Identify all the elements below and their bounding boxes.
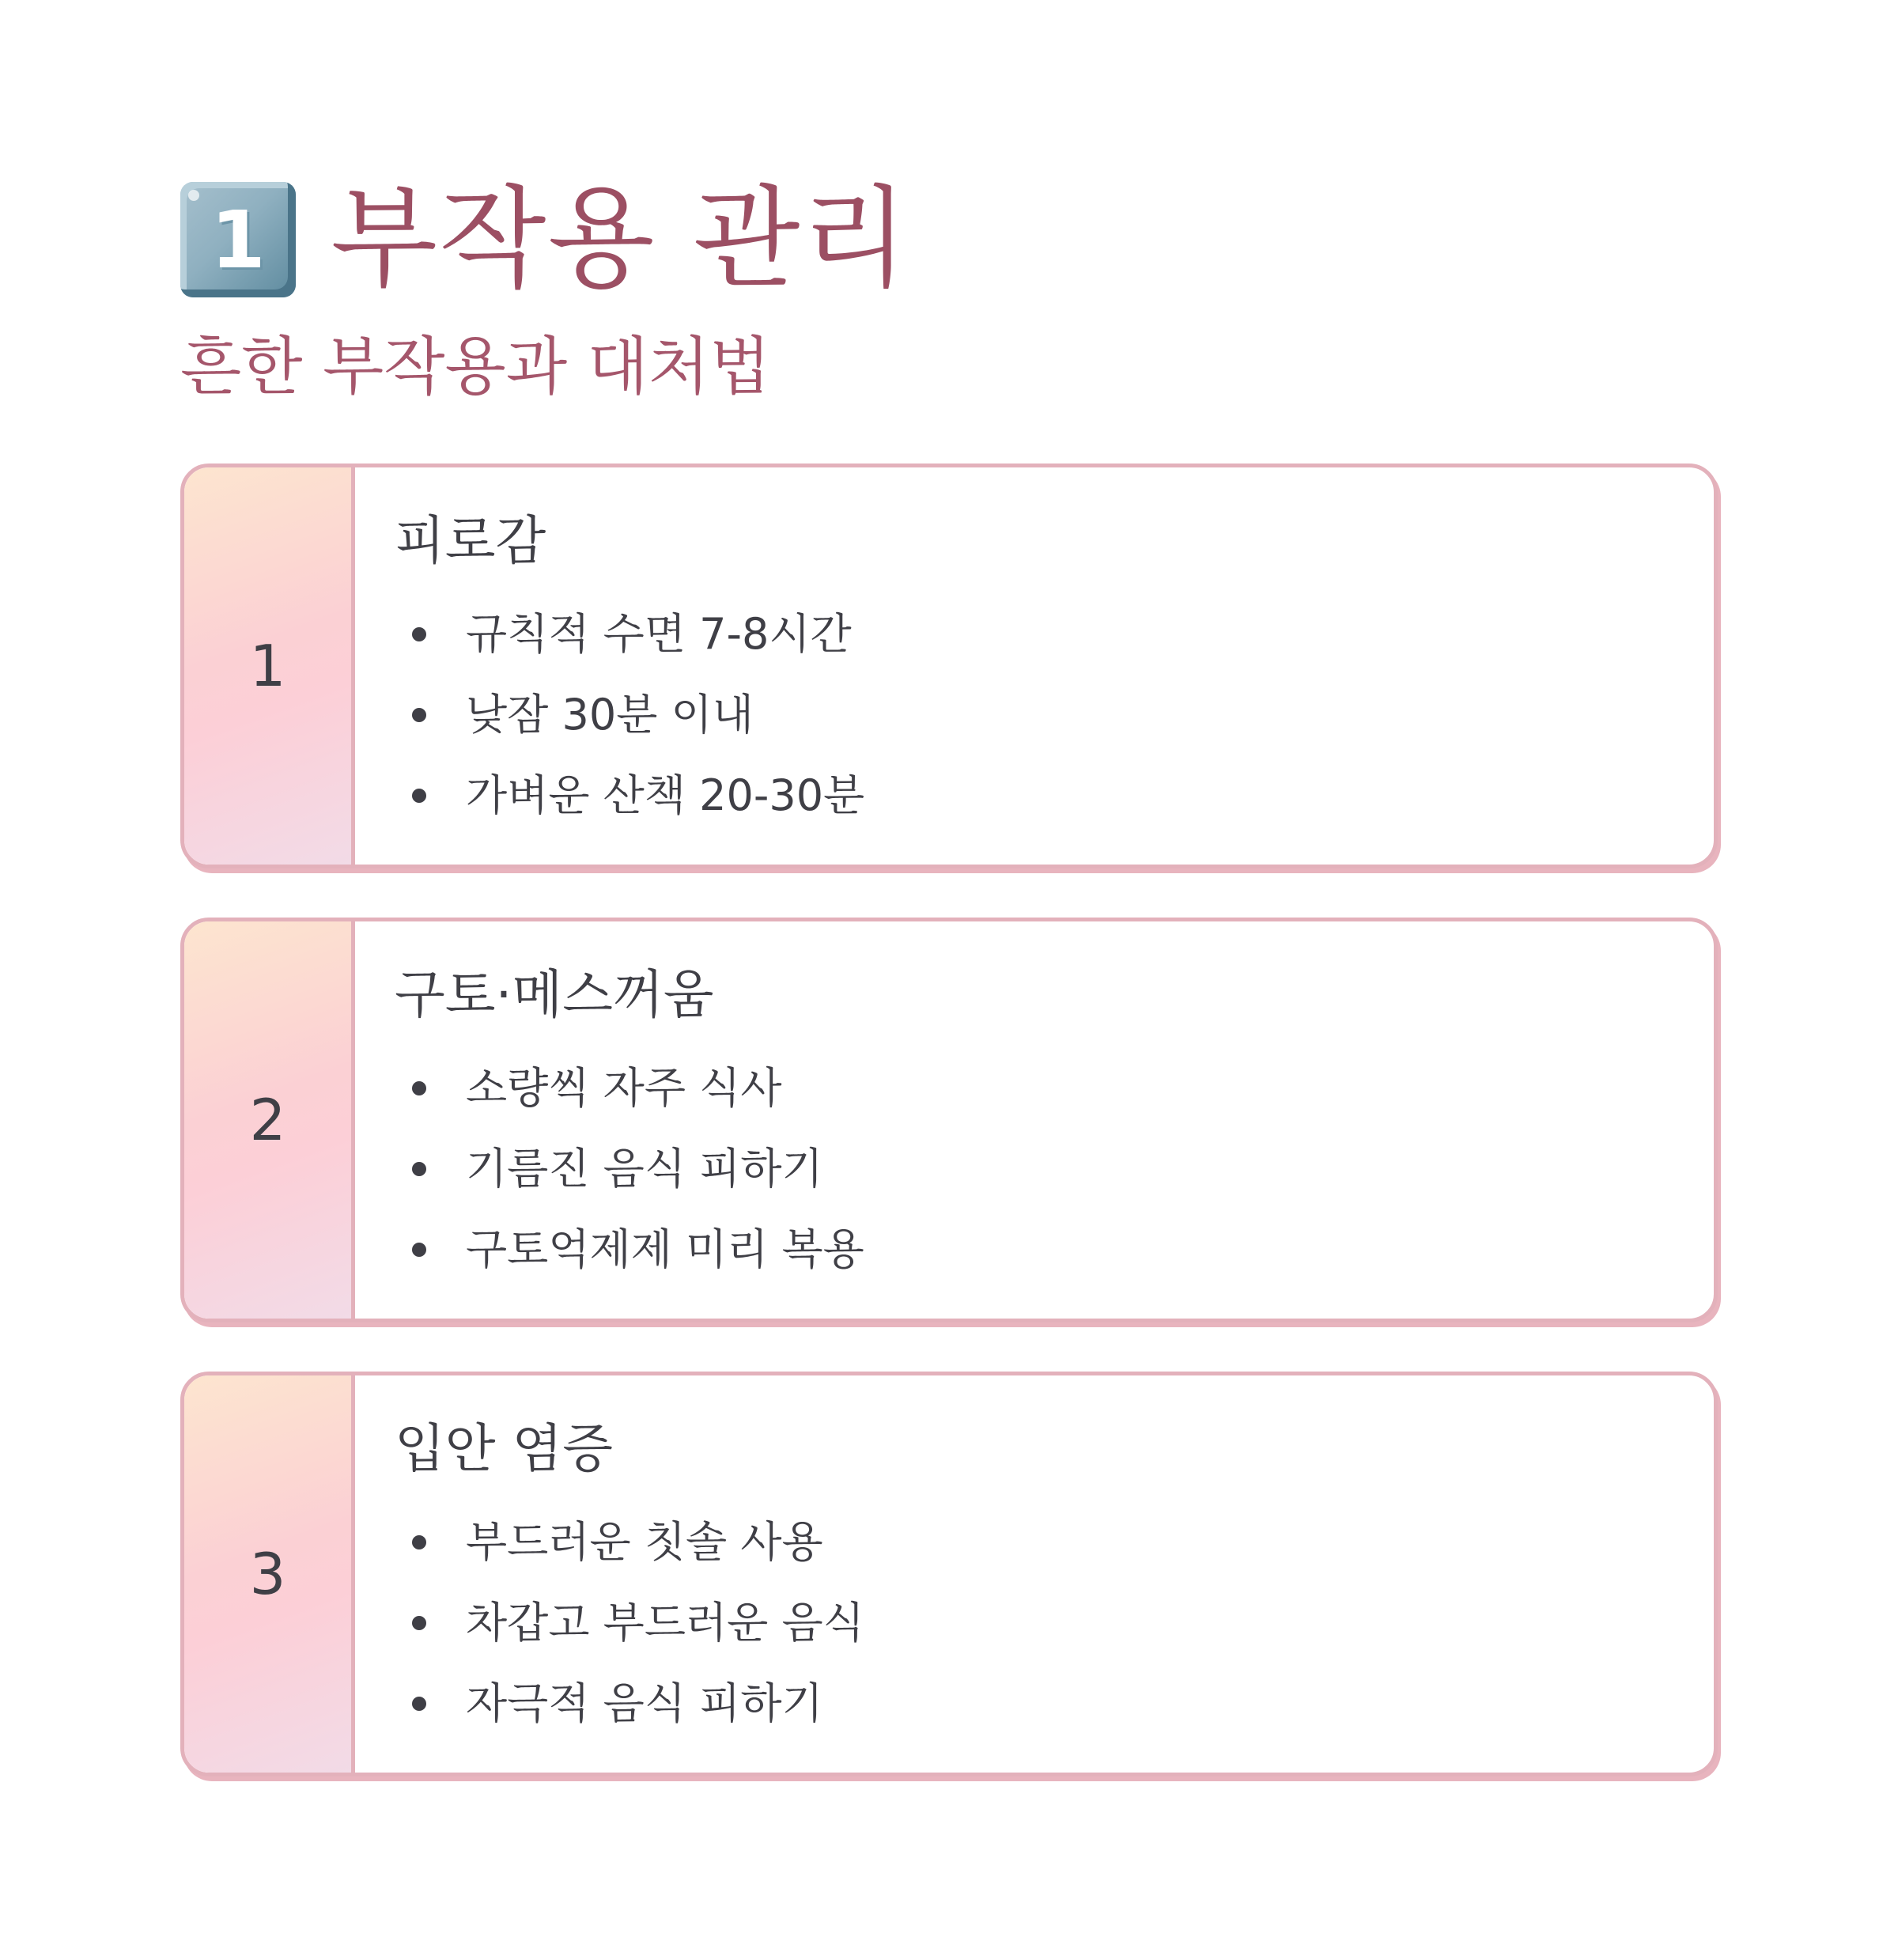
page-title: 부작용 관리 (331, 175, 910, 304)
side-effect-card-fatigue (180, 464, 1718, 868)
card-body (355, 467, 864, 865)
card-number: 2 (249, 1087, 286, 1153)
title-row (180, 172, 910, 307)
list-item-text: 기름진 음식 피하기 (466, 1144, 823, 1194)
list-item (395, 594, 864, 675)
list-item-text: 규칙적 수면 7-8시간 (466, 609, 852, 659)
card-number: 3 (249, 1541, 286, 1607)
card-title: 피로감 (395, 510, 546, 571)
list-item-text: 구토억제제 미리 복용 (466, 1224, 864, 1274)
keycap-one-icon (180, 182, 296, 297)
list-item (395, 1663, 864, 1744)
list-item (395, 1502, 864, 1583)
card-body (355, 1375, 864, 1773)
card-title: 입안 염증 (395, 1418, 614, 1479)
card-number-column (184, 467, 355, 865)
side-effect-card-nausea (180, 918, 1718, 1322)
list-item-text: 차갑고 부드러운 음식 (466, 1598, 864, 1648)
card-list (395, 594, 864, 836)
bullet-icon (412, 627, 426, 641)
list-item-text: 가벼운 산책 20-30분 (466, 770, 865, 820)
keycap-number: 1 (210, 193, 266, 286)
bullet-icon (412, 1535, 426, 1549)
side-effect-card-stomatitis (180, 1372, 1718, 1776)
list-item (395, 1129, 864, 1209)
list-item (395, 1583, 864, 1663)
bullet-icon (412, 789, 426, 803)
card-number-column (184, 1375, 355, 1773)
card-body (355, 921, 864, 1319)
list-item-text: 자극적 음식 피하기 (466, 1678, 823, 1728)
bullet-icon (412, 1081, 426, 1095)
list-item-text: 소량씩 자주 식사 (466, 1063, 782, 1113)
card-title: 구토·메스꺼움 (395, 964, 714, 1025)
card-list (395, 1048, 864, 1290)
bullet-icon (412, 1162, 426, 1176)
list-item (395, 675, 864, 755)
bullet-icon (412, 1697, 426, 1711)
bullet-icon (412, 708, 426, 722)
list-item (395, 1209, 864, 1290)
card-number-column (184, 921, 355, 1319)
bullet-icon (412, 1616, 426, 1630)
list-item-text: 부드러운 칫솔 사용 (466, 1517, 823, 1567)
bullet-icon (412, 1243, 426, 1257)
card-number: 1 (249, 633, 286, 699)
list-item (395, 755, 864, 836)
list-item-text: 낮잠 30분 이내 (466, 690, 754, 740)
list-item (395, 1048, 864, 1129)
card-list (395, 1502, 864, 1744)
page-header (180, 172, 910, 403)
page-subtitle: 흔한 부작용과 대처법 (180, 330, 771, 403)
